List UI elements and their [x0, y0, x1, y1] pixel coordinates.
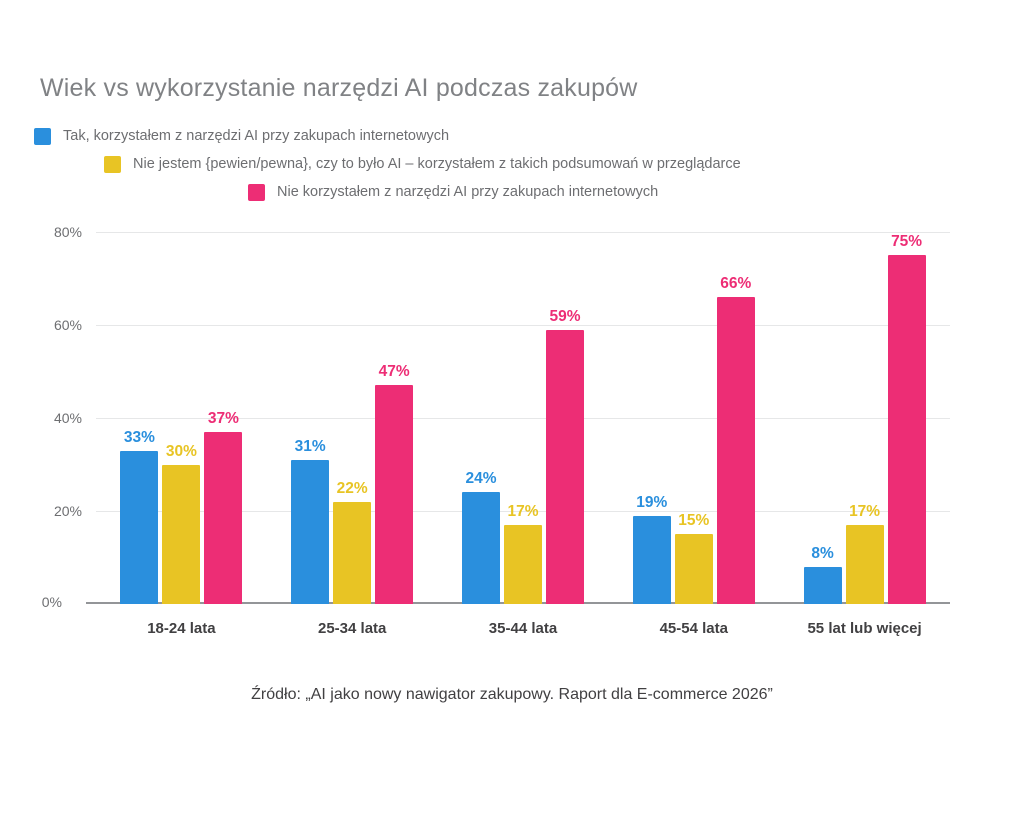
ytick-label-20: 20% [53, 503, 82, 519]
ytick-label-0: 0% [41, 594, 62, 610]
ytick-label-40: 40% [53, 410, 82, 426]
bar-wrap-4-2 [888, 232, 926, 604]
bar-0-1[interactable] [162, 465, 200, 605]
bar-wrap-2-2 [546, 232, 584, 604]
bar-wrap-3-2 [717, 232, 755, 604]
bar-group-1 [267, 232, 438, 637]
bar-wrap-0-0 [120, 232, 158, 604]
bar-4-2[interactable] [888, 255, 926, 604]
bar-value-2-0: 24% [465, 470, 497, 488]
category-label-2: 35-44 lata [488, 620, 558, 637]
bar-value-4-2: 75% [891, 233, 923, 251]
bar-3-1[interactable] [675, 534, 713, 604]
bar-3-0[interactable] [633, 516, 671, 604]
bar-wrap-0-1 [162, 232, 200, 604]
bar-wrap-4-1 [846, 232, 884, 604]
bar-wrap-1-1 [333, 232, 371, 604]
bar-1-0[interactable] [291, 460, 329, 604]
bar-value-1-1: 22% [336, 479, 368, 497]
bar-wrap-2-1 [504, 232, 542, 604]
bar-value-3-0: 19% [636, 493, 668, 511]
category-label-3: 45-54 lata [659, 620, 728, 637]
bar-wrap-2-0 [462, 232, 500, 604]
legend-swatch-2 [248, 184, 265, 201]
bar-4-1[interactable] [846, 525, 884, 604]
bar-2-2[interactable] [546, 330, 584, 604]
bar-value-3-2: 66% [720, 275, 752, 293]
bar-group-3 [608, 232, 779, 637]
bar-value-0-0: 33% [123, 428, 155, 446]
bar-value-0-1: 30% [165, 442, 197, 460]
bar-2-0[interactable] [462, 492, 500, 604]
legend-swatch-0 [34, 128, 51, 145]
bar-wrap-3-0 [633, 232, 671, 604]
category-label-4: 55 lat lub więcej [807, 620, 922, 637]
bar-wrap-3-1 [675, 232, 713, 604]
bar-value-4-1: 17% [849, 502, 881, 520]
bar-value-0-2: 37% [207, 409, 239, 427]
legend-item-0[interactable] [34, 124, 974, 148]
bar-value-1-0: 31% [294, 437, 326, 455]
bar-value-2-2: 59% [549, 307, 581, 325]
bar-value-2-1: 17% [507, 502, 539, 520]
category-label-1: 25-34 lata [318, 620, 387, 637]
page-title: Wiek vs wykorzystanie narzędzi AI podczas zakupów [40, 74, 638, 102]
bar-2-1[interactable] [504, 525, 542, 604]
bar-0-2[interactable] [204, 432, 242, 604]
legend-swatch-1 [104, 156, 121, 173]
bar-1-1[interactable] [333, 502, 371, 604]
bar-wrap-1-0 [291, 232, 329, 604]
source-note: Źródło: „AI jako nowy nawigator zakupowy. Raport dla E-commerce 2026” [251, 686, 773, 703]
bar-wrap-4-0 [804, 232, 842, 604]
bar-group-4 [779, 232, 950, 637]
chart-legend [34, 124, 974, 208]
plot-area [41, 224, 950, 637]
bar-4-0[interactable] [804, 567, 842, 604]
bar-value-3-1: 15% [678, 512, 710, 530]
bar-wrap-0-2 [204, 232, 242, 604]
bar-groups [96, 232, 950, 637]
legend-label-2: Nie korzystałem z narzędzi AI przy zakupach internetowych [277, 184, 659, 200]
ytick-label-80: 80% [53, 224, 82, 240]
legend-label-1: Nie jestem {pewien/pewna}, czy to było AI – korzystałem z takich podsumowań w przeglądarce [133, 156, 741, 172]
bar-group-2 [438, 232, 609, 637]
bar-1-2[interactable] [375, 385, 413, 604]
bar-0-0[interactable] [120, 451, 158, 604]
bar-value-4-0: 8% [811, 544, 834, 562]
ytick-label-60: 60% [53, 317, 82, 333]
legend-label-0: Tak, korzystałem z narzędzi AI przy zakupach internetowych [63, 128, 450, 144]
bar-group-0 [96, 232, 267, 637]
bar-3-2[interactable] [717, 297, 755, 604]
category-label-0: 18-24 lata [147, 620, 216, 637]
legend-item-2[interactable] [34, 180, 974, 204]
legend-item-1[interactable] [34, 152, 974, 176]
bar-value-1-2: 47% [378, 363, 410, 381]
bar-wrap-1-2 [375, 232, 413, 604]
